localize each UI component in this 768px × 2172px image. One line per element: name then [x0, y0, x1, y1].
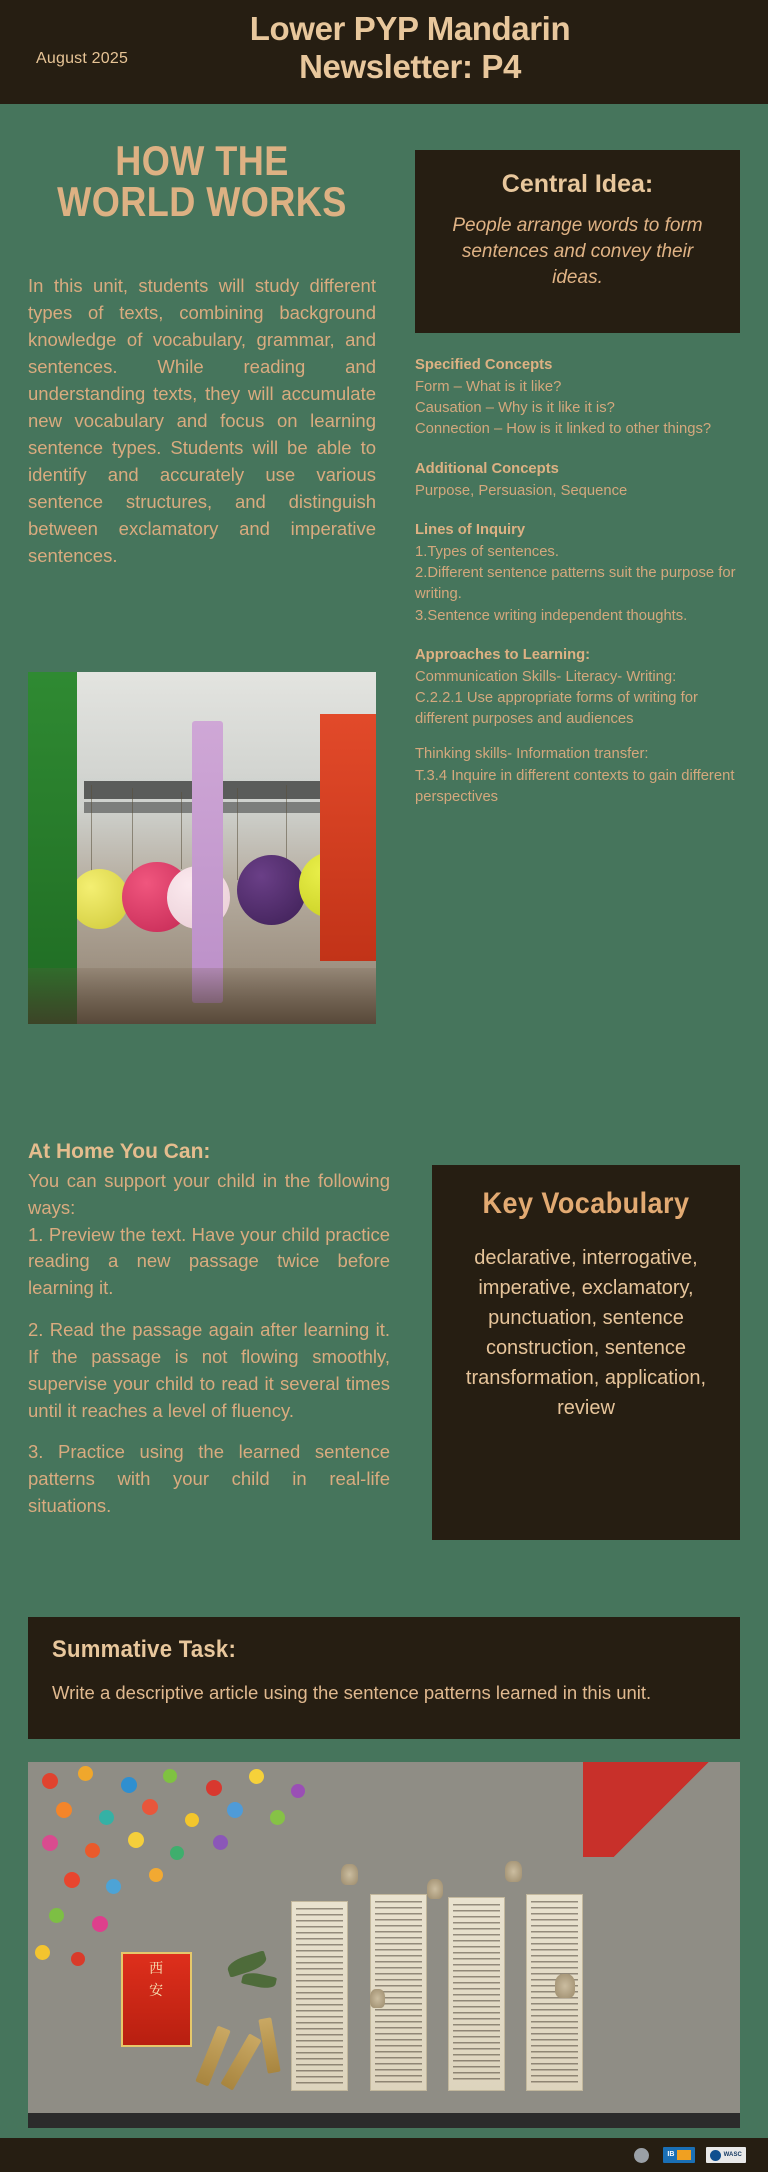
specified-concepts-line: Causation – Why is it like it is? — [415, 400, 615, 417]
summative-task-box — [28, 1617, 740, 1739]
school-crest-logo — [634, 2147, 652, 2164]
key-vocabulary-title: Key Vocabulary — [482, 1187, 690, 1220]
at-home-item: 2. Read the passage again after learning it. If the passage is not flowing smoothly, supervise your child to read it several times until it reaches a level of fluency. — [28, 1319, 390, 1421]
specified-concepts-heading: Specified Concepts — [415, 357, 553, 373]
lines-of-inquiry-item: 1.Types of sentences. — [415, 544, 559, 561]
page-title-line-1: Lower PYP Mandarin — [249, 10, 571, 47]
summative-task-title: Summative Task: — [52, 1636, 237, 1663]
approaches-to-learning-group — [415, 645, 740, 808]
atl-line: C.2.2.1 Use appropriate forms of writing for different purposes and audiences — [415, 690, 698, 728]
ib-world-school-logo: IB — [663, 2147, 694, 2163]
at-home-heading: At Home You Can: — [28, 1140, 211, 1163]
lines-of-inquiry-group — [415, 520, 740, 627]
page-title-line-2: Newsletter: P4 — [299, 47, 521, 85]
specified-concepts-group — [415, 355, 740, 441]
central-idea-title: Central Idea: — [501, 170, 654, 198]
atl-line: Communication Skills- Literacy- Writing: — [415, 668, 677, 685]
page-header — [0, 0, 768, 104]
summative-task-text: Write a descriptive article using the sentence patterns learned in this unit. — [52, 1682, 652, 1703]
page-title — [0, 10, 768, 86]
page-footer — [0, 2138, 768, 2172]
unit-description: In this unit, students will study different types of texts, combining background knowledge of vocabulary, grammar, and sentences. While reading and understanding texts, they will accumulate new vocabulary and focus on learning sentence types. Students will be able to identify and accurately use various sentence structures, and distinguish between exclamatory and imperative sentences. — [28, 275, 376, 566]
additional-concepts-heading: Additional Concepts — [415, 460, 559, 477]
wasc-accreditation-logo: WASC — [706, 2147, 746, 2163]
lanterns-photo — [28, 672, 376, 1024]
lines-of-inquiry-item: 2.Different sentence patterns suit the purpose for writing. — [415, 565, 736, 603]
at-home-section — [28, 1140, 390, 1520]
central-idea-box — [415, 150, 740, 333]
lines-of-inquiry-heading: Lines of Inquiry — [415, 521, 526, 538]
at-home-item: 3. Practice using the learned sentence patterns with your child in real-life situations. — [28, 1441, 390, 1516]
calligraphy-photo — [28, 1762, 740, 2128]
lines-of-inquiry-item: 3.Sentence writing independent thoughts. — [415, 607, 688, 624]
calligraphy-photo-art: 西 安 — [28, 1762, 740, 2128]
atl-line: T.3.4 Inquire in different contexts to gain different perspectives — [415, 767, 735, 805]
specified-concepts-line: Connection – How is it linked to other things? — [415, 421, 712, 438]
approaches-to-learning-heading: Approaches to Learning: — [415, 646, 591, 663]
unit-heading: HOW THE WORLD WORKS — [57, 137, 347, 226]
atl-line: Thinking skills- Information transfer: — [415, 746, 649, 763]
key-vocabulary-box — [432, 1165, 740, 1540]
at-home-intro: You can support your child in the following ways: — [28, 1170, 390, 1218]
lanterns-photo-art — [28, 672, 376, 1024]
specified-concepts-line: Form – What is it like? — [415, 379, 562, 396]
key-vocabulary-words: declarative, interrogative, imperative, exclamatory, punctuation, sentence construction, sentence transformation, application, review — [465, 1247, 707, 1419]
pyp-details — [415, 355, 740, 808]
additional-concepts-group — [415, 459, 740, 502]
central-idea-text: People arrange words to form sentences and convey their ideas. — [452, 215, 703, 289]
additional-concepts-line: Purpose, Persuasion, Sequence — [415, 482, 628, 499]
issue-date: August 2025 — [36, 50, 129, 67]
atl-spacer — [415, 730, 740, 744]
at-home-item: 1. Preview the text. Have your child practice reading a new passage twice before learning it. — [28, 1223, 390, 1299]
